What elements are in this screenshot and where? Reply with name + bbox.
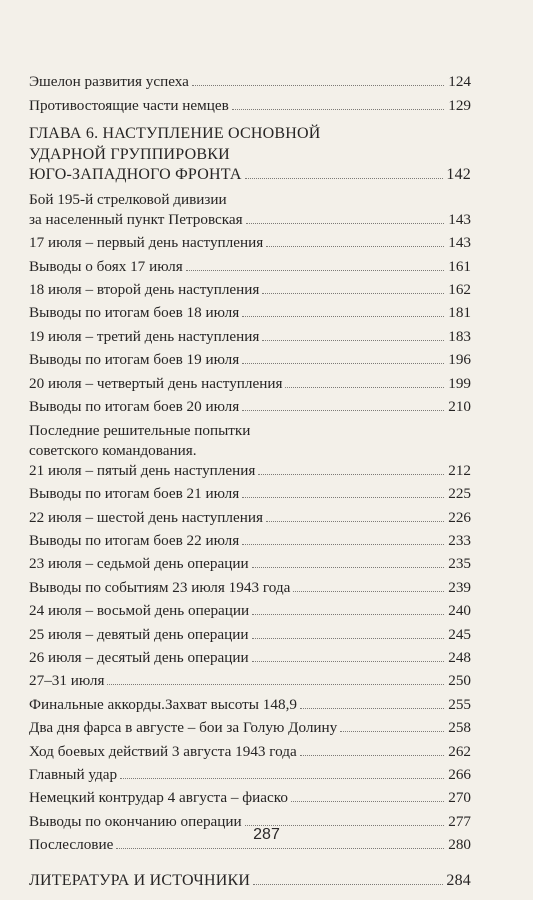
dot-leader bbox=[232, 109, 444, 110]
toc-entry bbox=[29, 667, 471, 690]
toc-entry-page: 277 bbox=[448, 812, 471, 830]
toc-entry-page: 248 bbox=[448, 649, 471, 667]
toc-entry-page: 181 bbox=[448, 304, 471, 322]
toc-entry bbox=[29, 480, 471, 503]
toc-entry-title: Выводы по событиям 23 июля 1943 года bbox=[29, 578, 291, 596]
toc-entry bbox=[29, 421, 471, 480]
toc-entry-page: 225 bbox=[448, 485, 471, 503]
toc-entry-title: 20 июля – четвертый день наступления bbox=[29, 374, 283, 392]
dot-leader bbox=[340, 731, 444, 732]
toc-entry-title: Выводы по окончанию операции bbox=[29, 812, 242, 830]
toc-entry bbox=[29, 503, 471, 526]
toc-entry-page: 143 bbox=[448, 234, 471, 252]
literature-heading bbox=[29, 866, 471, 889]
toc-entry-title: 19 июля – третий день наступления bbox=[29, 327, 260, 345]
dot-leader bbox=[107, 684, 444, 685]
toc-entry-page: 196 bbox=[448, 351, 471, 369]
dot-leader bbox=[246, 223, 444, 224]
toc-entry-page: 233 bbox=[448, 532, 471, 550]
toc-entry-title: Два дня фарса в августе – бои за Голую Долину bbox=[29, 719, 338, 737]
toc-entry-title: Выводы о боях 17 июля bbox=[29, 257, 183, 275]
toc-entry-page: 266 bbox=[448, 765, 471, 783]
toc-entry-page: 210 bbox=[448, 397, 471, 415]
chapter-title-line: ЮГО-ЗАПАДНОГО ФРОНТА bbox=[29, 165, 242, 183]
toc-entry-title: 21 июля – пятый день наступления bbox=[29, 461, 256, 479]
dot-leader bbox=[252, 661, 444, 662]
toc-entry bbox=[29, 550, 471, 573]
dot-leader bbox=[242, 316, 444, 317]
dot-leader bbox=[242, 410, 444, 411]
toc-entry-page: 239 bbox=[448, 578, 471, 596]
toc-entry-title: 27–31 июля bbox=[29, 672, 105, 690]
chapter-heading bbox=[29, 123, 471, 184]
toc-entry bbox=[29, 784, 471, 807]
dot-leader bbox=[252, 567, 444, 568]
toc-entry-page: 235 bbox=[448, 555, 471, 573]
toc-entry-page: 161 bbox=[448, 257, 471, 275]
dot-leader bbox=[120, 778, 444, 779]
toc-entry-title: Выводы по итогам боев 21 июля bbox=[29, 485, 240, 503]
toc-entry bbox=[29, 644, 471, 667]
toc-entry-page: 250 bbox=[448, 672, 471, 690]
toc-entry-title: Главный удар bbox=[29, 765, 118, 783]
chapter-title-line: ГЛАВА 6. НАСТУПЛЕНИЕ ОСНОВНОЙ bbox=[29, 124, 321, 142]
toc-entry-title: 17 июля – первый день наступления bbox=[29, 234, 264, 252]
toc-entry bbox=[29, 527, 471, 550]
toc-entry-page: 280 bbox=[448, 836, 471, 854]
chapter-title-line: УДАРНОЙ ГРУППИРОВКИ bbox=[29, 145, 230, 163]
toc-entry-title: советского командования. bbox=[29, 441, 197, 459]
toc-entry-title: 23 июля – седьмой день операции bbox=[29, 555, 249, 573]
toc-entry bbox=[29, 737, 471, 760]
toc-entry-page: 212 bbox=[448, 461, 471, 479]
toc-entry-page: 129 bbox=[448, 96, 471, 114]
toc-entry-page: 270 bbox=[448, 789, 471, 807]
toc-entry-page: 240 bbox=[448, 602, 471, 620]
literature-title: ЛИТЕРАТУРА И ИСТОЧНИКИ bbox=[29, 871, 251, 889]
toc-entry bbox=[29, 252, 471, 275]
toc-entry-title: Противостоящие части немцев bbox=[29, 96, 229, 114]
toc-entry-page: 226 bbox=[448, 508, 471, 526]
dot-leader bbox=[266, 521, 444, 522]
dot-leader bbox=[242, 363, 444, 364]
toc-entry bbox=[29, 690, 471, 713]
toc-entry-page: 183 bbox=[448, 327, 471, 345]
toc-entry-title: 24 июля – восьмой день операции bbox=[29, 602, 250, 620]
dot-leader bbox=[242, 544, 444, 545]
toc-entry bbox=[29, 369, 471, 392]
page-number: 287 bbox=[253, 826, 280, 843]
toc-entry bbox=[29, 91, 471, 114]
toc-entry-title: Выводы по итогам боев 19 июля bbox=[29, 351, 240, 369]
toc-entry bbox=[29, 299, 471, 322]
toc-entry-title: Послесловие bbox=[29, 836, 114, 854]
literature-page: 284 bbox=[446, 871, 471, 889]
toc-entry bbox=[29, 573, 471, 596]
dot-leader bbox=[300, 755, 444, 756]
toc-entry bbox=[29, 190, 471, 229]
toc-entry-title: 18 июля – второй день наступления bbox=[29, 280, 260, 298]
toc-entry-title: Бой 195-й стрелковой дивизии bbox=[29, 190, 227, 208]
toc-entry bbox=[29, 346, 471, 369]
toc-entry bbox=[29, 620, 471, 643]
toc-entry bbox=[29, 276, 471, 299]
toc-entry-page: 199 bbox=[448, 374, 471, 392]
dot-leader bbox=[262, 340, 444, 341]
dot-leader bbox=[245, 178, 444, 179]
toc-entry bbox=[29, 714, 471, 737]
toc-entry-title: Ход боевых действий 3 августа 1943 года bbox=[29, 742, 297, 760]
toc-entry-title: 26 июля – десятый день операции bbox=[29, 649, 249, 667]
dot-leader bbox=[192, 85, 444, 86]
toc-entry bbox=[29, 393, 471, 416]
dot-leader bbox=[186, 270, 444, 271]
dot-leader bbox=[252, 614, 444, 615]
dot-leader bbox=[253, 884, 443, 885]
toc-entry-page: 258 bbox=[448, 719, 471, 737]
toc-entry-title: за населенный пункт Петровская bbox=[29, 210, 243, 228]
toc-entry-page: 162 bbox=[448, 280, 471, 298]
toc-entry-title: 22 июля – шестой день наступления bbox=[29, 508, 263, 526]
toc-entry-page: 245 bbox=[448, 625, 471, 643]
dot-leader bbox=[258, 474, 444, 475]
toc-entry bbox=[29, 68, 471, 91]
chapter-page: 142 bbox=[446, 165, 471, 183]
dot-leader bbox=[285, 387, 444, 388]
toc-entry-page: 124 bbox=[448, 73, 471, 91]
dot-leader bbox=[291, 801, 444, 802]
toc-entry-title: Выводы по итогам боев 20 июля bbox=[29, 397, 240, 415]
toc-entry bbox=[29, 322, 471, 345]
dot-leader bbox=[293, 591, 444, 592]
dot-leader bbox=[252, 638, 444, 639]
toc-entry bbox=[29, 761, 471, 784]
dot-leader bbox=[242, 497, 444, 498]
toc-entry-title: Последние решительные попытки bbox=[29, 421, 251, 439]
toc-entry-page: 255 bbox=[448, 695, 471, 713]
toc-entry bbox=[29, 229, 471, 252]
toc-entry-title: Немецкий контрудар 4 августа – фиаско bbox=[29, 789, 288, 807]
dot-leader bbox=[266, 246, 444, 247]
dot-leader bbox=[300, 708, 444, 709]
table-of-contents bbox=[29, 68, 471, 890]
toc-entry bbox=[29, 597, 471, 620]
toc-entry-title: Финальные аккорды.Захват высоты 148,9 bbox=[29, 695, 297, 713]
toc-entry-page: 143 bbox=[448, 210, 471, 228]
toc-entry-title: 25 июля – девятый день операции bbox=[29, 625, 249, 643]
dot-leader bbox=[116, 848, 444, 849]
toc-entry-page: 262 bbox=[448, 742, 471, 760]
dot-leader bbox=[262, 293, 444, 294]
toc-entry-title: Выводы по итогам боев 22 июля bbox=[29, 532, 240, 550]
toc-entry-title: Эшелон развития успеха bbox=[29, 73, 189, 91]
toc-entry-title: Выводы по итогам боев 18 июля bbox=[29, 304, 240, 322]
